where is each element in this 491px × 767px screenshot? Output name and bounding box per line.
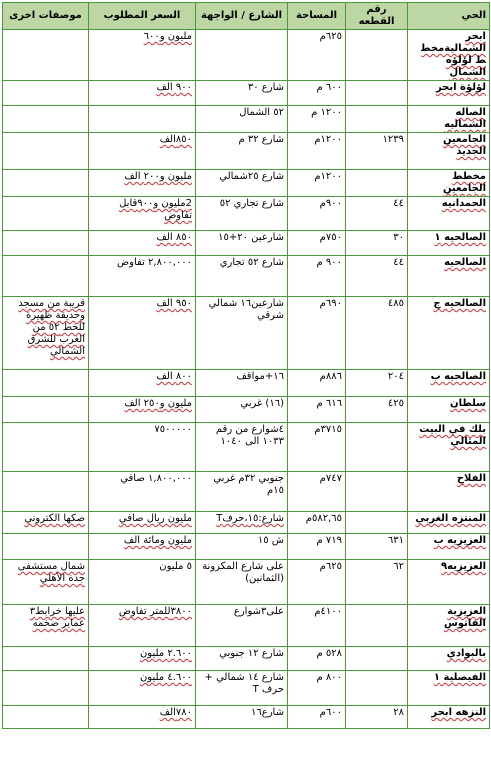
cell-text: جنوبي ٣٢م غربي ١٥م [213,473,284,496]
area-cell [288,370,346,397]
table-row [3,671,490,706]
area-cell [288,297,346,370]
cell-text: ٣٧١٥م [314,424,342,435]
price-cell [89,397,196,423]
cell-text: ٢,٨٠٠,٠٠٠ تفاوض [117,257,192,268]
district-cell [408,370,490,397]
cell-text: ٦٣١ [387,535,404,546]
cell-text: 2مليون و٩٠٠قابل تفاوض [119,198,192,221]
table-row [3,560,490,605]
area-cell [288,605,346,647]
other-specs-cell [3,647,89,671]
cell-text: العزيزيه٩ [441,561,486,572]
table-row [3,231,490,256]
header-area: المساحة [288,3,346,30]
other-specs-cell [3,512,89,534]
price-cell [89,133,196,170]
cell-text: على شارع المكرونة (الثمانين) [202,561,284,584]
street-cell [196,397,288,423]
price-cell [89,647,196,671]
cell-text: ٧٥٠٠٠٠٠ [154,424,192,435]
plot-number-cell [346,133,408,170]
price-cell [89,81,196,106]
district-cell [408,397,490,423]
other-specs-cell [3,423,89,472]
other-specs-cell [3,472,89,512]
cell-text: ١٢٣٩ [382,134,404,145]
district-cell [408,560,490,605]
other-specs-cell [3,671,89,706]
area-cell [288,472,346,512]
cell-text: مليون ومائة الف [123,535,192,546]
area-cell [288,106,346,133]
cell-text: شارعين ٢٠+١٥ [218,232,284,243]
cell-text: ٥ مليون [159,561,192,572]
header-street: الشارع / الواجهة [196,3,288,30]
district-cell [408,170,490,197]
street-cell [196,30,288,81]
street-cell [196,472,288,512]
area-cell [288,647,346,671]
plot-number-cell [346,706,408,729]
area-cell [288,512,346,534]
cell-text: شارع ٣٢ م [238,134,284,145]
plot-number-cell [346,370,408,397]
cell-text: ٧٤٧م [319,473,342,484]
cell-text: الحمدانيه [441,198,486,209]
price-cell [89,170,196,197]
land-listings-table [2,2,490,729]
price-cell [89,706,196,729]
plot-number-cell [346,197,408,231]
plot-number-cell [346,231,408,256]
district-cell [408,472,490,512]
area-cell [288,397,346,423]
other-specs-cell [3,560,89,605]
plot-number-cell [346,647,408,671]
area-cell [288,534,346,560]
district-cell [408,256,490,297]
street-cell [196,534,288,560]
price-cell [89,534,196,560]
table-row [3,472,490,512]
table-row [3,647,490,671]
cell-text: ١٢٠٠م [314,134,342,145]
cell-text: ٦٠٠ م [316,82,342,93]
cell-text: ٤شوارع من رقم ١٠٣٣ الى ١٠٤٠ [215,424,284,447]
table-row [3,106,490,133]
area-cell [288,81,346,106]
cell-text: ٣٠ [393,232,404,243]
cell-text: ٤٢٥ [387,398,404,409]
other-specs-cell [3,397,89,423]
street-cell [196,647,288,671]
cell-text: ابحر الشماليةمخطط لؤلؤه الشمال [421,31,486,78]
cell-text: ١٦+مواقف [236,371,284,382]
plot-number-cell [346,472,408,512]
table-row [3,133,490,170]
cell-text: مليون و٢٠٠ الف [124,171,192,182]
plot-number-cell [346,512,408,534]
cell-text: ٩٥٠ الف [156,298,192,309]
table-row [3,605,490,647]
cell-text: مليون ريال صافي [118,513,192,524]
table-row [3,256,490,297]
table-row [3,512,490,534]
street-cell [196,370,288,397]
area-cell [288,423,346,472]
other-specs-cell [3,297,89,370]
district-cell [408,106,490,133]
cell-text: ٤١٠٠م [314,606,342,617]
other-specs-cell [3,256,89,297]
header-price: السعر المطلوب [89,3,196,30]
street-cell [196,197,288,231]
cell-text: مليون و٢٥٠ الف [124,398,192,409]
district-cell [408,231,490,256]
district-cell [408,512,490,534]
header-district: الحي [408,3,490,30]
street-cell [196,423,288,472]
table-row [3,197,490,231]
cell-text: ش ١٥ [257,535,284,546]
cell-text: الصالحيه [444,257,486,268]
other-specs-cell [3,605,89,647]
area-cell [288,256,346,297]
other-specs-cell [3,81,89,106]
cell-text: ١,٨٠٠,٠٠٠ صافي [120,473,192,484]
cell-text: عليها خرابط٣ عماير ضخمه [29,606,85,629]
street-cell [196,231,288,256]
area-cell [288,133,346,170]
cell-text: شارع ١٢ جنوبي [219,648,284,659]
cell-text: ٥٨٢,٦٥م [305,513,342,524]
plot-number-cell [346,170,408,197]
cell-text: شارعين١٦ شمالي شرقي [208,298,284,321]
cell-text: الفلاح [456,473,486,484]
other-specs-cell [3,370,89,397]
table-row [3,397,490,423]
area-cell [288,231,346,256]
cell-text: شارع ٣٠ [247,82,284,93]
area-cell [288,671,346,706]
table-row [3,170,490,197]
cell-text: الصالحيه ١ [434,232,486,243]
cell-text: ٧١٩ م [316,535,342,546]
street-cell [196,133,288,170]
street-cell [196,81,288,106]
cell-text: ٩٠٠ م [316,257,342,268]
plot-number-cell [346,560,408,605]
other-specs-cell [3,197,89,231]
district-cell [408,534,490,560]
cell-text: شمال مستشفى جدة الأهلي [17,561,85,584]
street-cell [196,671,288,706]
other-specs-cell [3,170,89,197]
cell-text: ٨٨٦م [319,371,342,382]
header-row [3,3,490,30]
plot-number-cell [346,30,408,81]
area-cell [288,197,346,231]
table-row [3,30,490,81]
price-cell [89,512,196,534]
price-cell [89,423,196,472]
price-cell [89,472,196,512]
cell-text: ٨٠٠ الف [156,371,192,382]
other-specs-cell [3,133,89,170]
cell-text: العزيزيه ب [433,535,486,546]
district-cell [408,197,490,231]
plot-number-cell [346,397,408,423]
plot-number-cell [346,605,408,647]
other-specs-cell [3,231,89,256]
cell-text: ٩٠٠ الف [156,82,192,93]
other-specs-cell [3,106,89,133]
price-cell [89,671,196,706]
cell-text: ٦٢ [393,561,404,572]
cell-text: الجامعين الجديد [442,134,486,157]
street-cell [196,706,288,729]
cell-text: ٧٨٠الف [159,707,192,718]
cell-text: ٤٨٥ [387,298,404,309]
cell-text: شارع١٦ [251,707,284,718]
cell-text: ٦٠٠م [319,707,342,718]
street-cell [196,560,288,605]
plot-number-cell [346,534,408,560]
area-cell [288,30,346,81]
cell-text: ٨٠٠ م [316,672,342,683]
cell-text: شارع ٥٢ تجاري [219,257,284,268]
price-cell [89,297,196,370]
table-row [3,534,490,560]
cell-text: ٥٢٨ م [316,648,342,659]
cell-text: ٧٥٠م [319,232,342,243]
cell-text: مليون و٦٠٠ [143,31,192,42]
cell-text: ٣٨٠٠للمتر تفاوض [118,606,192,617]
district-cell [408,647,490,671]
cell-text: صكها الكتروني [24,513,85,524]
cell-text: ٨٥٠ الف [156,232,192,243]
district-cell [408,605,490,647]
district-cell [408,297,490,370]
cell-text: سلطان [450,398,486,409]
area-cell [288,560,346,605]
district-cell [408,81,490,106]
table-row [3,423,490,472]
cell-text: ١٢٠٠م [314,171,342,182]
cell-text: ٢.٦٠٠ مليون [139,648,192,659]
area-cell [288,170,346,197]
cell-text: قريبة من مسجد وحديقة ظهيرة للخط ٥٢ من الغرب للشرق الشمالي [18,298,85,357]
cell-text: الفيصلية ١ [433,672,486,683]
cell-text: ١٢٠٠ م [311,107,342,118]
plot-number-cell [346,81,408,106]
header-plot-number: رقم القطعه [346,3,408,30]
table-row [3,81,490,106]
cell-text: الصاله الشماليه [444,107,486,130]
cell-text: ٤.٦٠٠ مليون [139,672,192,683]
cell-text: بلك في البيت المثالي [419,424,486,447]
plot-number-cell [346,106,408,133]
district-cell [408,706,490,729]
cell-text: ٥٢ الشمال [239,107,284,118]
cell-text: على٣شوارع [233,606,284,617]
area-cell [288,706,346,729]
cell-text: ٩٠٠م [319,198,342,209]
price-cell [89,370,196,397]
table-row [3,297,490,370]
cell-text: (١٦) غربي [240,398,284,409]
cell-text: شارع ٢٥شمالي [219,171,284,182]
cell-text: شارع:١٥،حرفT [216,513,284,524]
street-cell [196,106,288,133]
table-row [3,370,490,397]
header-other-specs: موصفات اخرى [3,3,89,30]
street-cell [196,256,288,297]
district-cell [408,423,490,472]
cell-text: الصالحيه ب [430,371,486,382]
cell-text: العزيزية الفاتوس [444,606,486,629]
price-cell [89,256,196,297]
table-body [3,30,490,729]
cell-text: ٢٠٤ [387,371,404,382]
other-specs-cell [3,30,89,81]
cell-text: المنتزه الغربي [415,513,486,524]
price-cell [89,30,196,81]
cell-text: ٦٢٥م [319,561,342,572]
plot-number-cell [346,256,408,297]
plot-number-cell [346,423,408,472]
district-cell [408,133,490,170]
price-cell [89,560,196,605]
cell-text: ٦٩٠م [319,298,342,309]
district-cell [408,30,490,81]
cell-text: ٦٢٥م [319,31,342,42]
district-cell [408,671,490,706]
cell-text: ٤٤ [393,198,404,209]
other-specs-cell [3,706,89,729]
plot-number-cell [346,671,408,706]
plot-number-cell [346,297,408,370]
cell-text: الصالحيه ج [433,298,486,309]
cell-text: ٨٥٠الف [159,134,192,145]
street-cell [196,605,288,647]
cell-text: لؤلؤة ابحر [435,82,486,93]
cell-text: مخطط الجامعين [442,171,486,194]
price-cell [89,197,196,231]
street-cell [196,297,288,370]
price-cell [89,605,196,647]
price-cell [89,231,196,256]
cell-text: ٤٤ [393,257,404,268]
street-cell [196,170,288,197]
cell-text: ٢٨ [393,707,404,718]
cell-text: بالبوادي [446,648,486,659]
cell-text: شارع ١٤ شمالي + حرف T [204,672,284,695]
cell-text: ٦١٦ م [316,398,342,409]
table-row [3,706,490,729]
cell-text: شارع تجاري ٥٢ [219,198,284,209]
street-cell [196,512,288,534]
price-cell [89,106,196,133]
cell-text: النزهه ابحر [431,707,486,718]
other-specs-cell [3,534,89,560]
